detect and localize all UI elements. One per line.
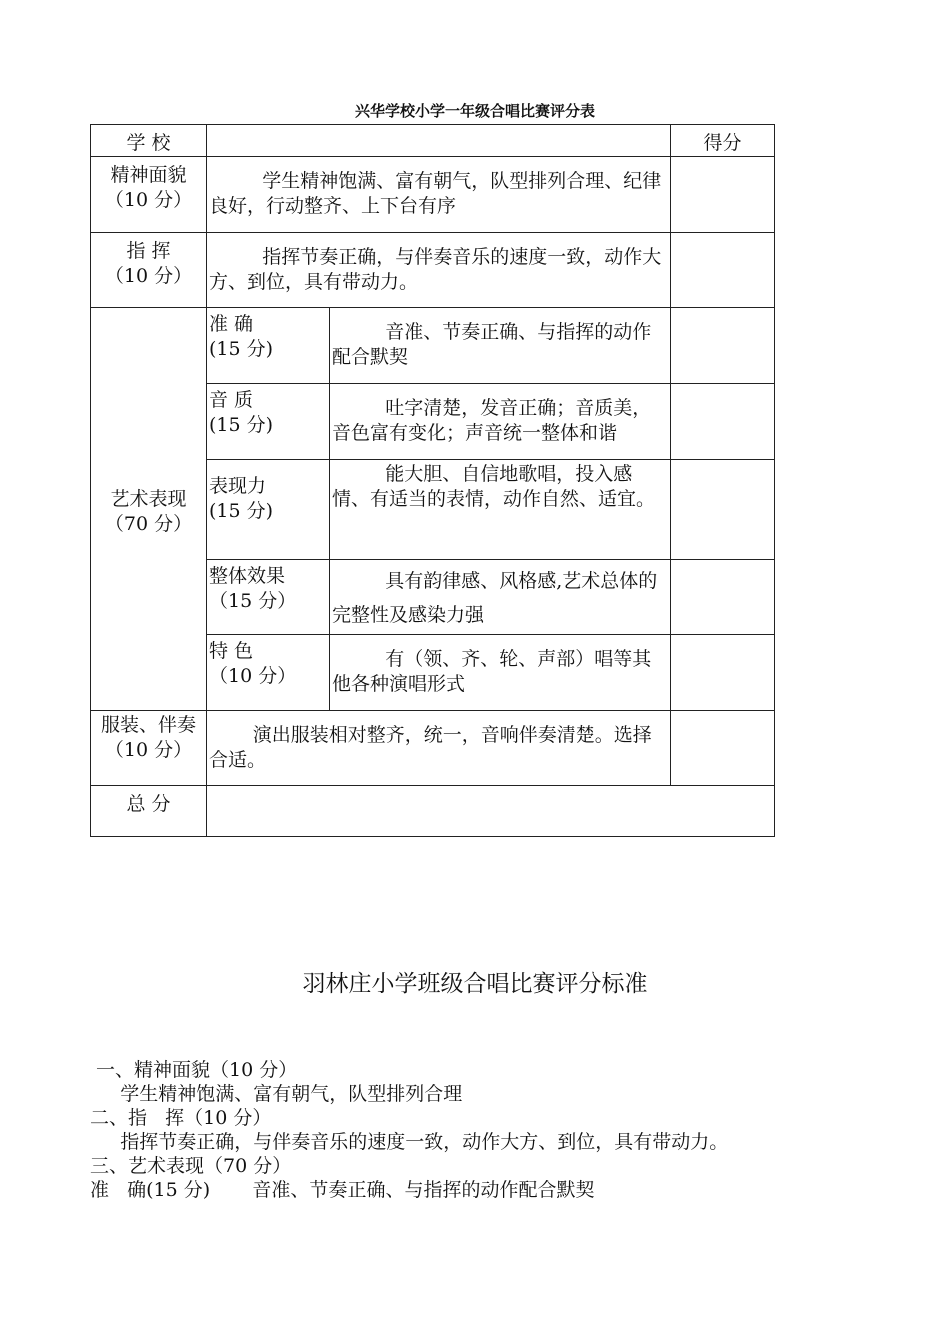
label-points: （70 分） [104, 513, 193, 535]
section2-title: 羽林庄小学班级合唱比赛评分标准 [302, 971, 648, 997]
sub-label-points: (15 分) [209, 414, 274, 436]
score-cell-accuracy[interactable] [671, 308, 775, 384]
sub-label-points: （10 分） [209, 665, 297, 687]
row-label-art [91, 308, 207, 711]
sub-label-points: （15 分） [209, 590, 297, 612]
header-school: 学 校 [91, 125, 207, 157]
score-cell-costume[interactable] [671, 711, 775, 786]
header-score: 得分 [671, 125, 775, 157]
sub-label-text: 表现力 [209, 475, 267, 497]
label-text: 服装、伴奏 [100, 714, 196, 736]
row-label-costume [91, 711, 207, 786]
label-text: 艺术表现 [110, 488, 187, 510]
label-text: 指 挥 [126, 240, 171, 262]
desc-conduct: 指挥节奏正确，与伴奏音乐的速度一致，动作大方、到位，具有带动力。 [207, 233, 671, 308]
list-item: 指挥节奏正确，与伴奏音乐的速度一致，动作大方、到位，具有带动力。 [90, 1131, 729, 1153]
desc-tone: 吐字清楚，发音正确；音质美，音色富有变化；声音统一整体和谐 [330, 384, 671, 460]
row-label-conduct [91, 233, 207, 308]
score-table [90, 124, 775, 837]
desc-feature: 有（领、齐、轮、声部）唱等其他各种演唱形式 [330, 635, 671, 711]
school-name-cell[interactable] [207, 125, 671, 157]
sub-label-points: (15 分) [209, 500, 274, 522]
sub-label-text: 特 色 [209, 640, 254, 662]
score-cell-overall[interactable] [671, 560, 775, 635]
sub-label-overall [207, 560, 330, 635]
sub-label-text: 准 确 [209, 313, 254, 335]
score-cell-tone[interactable] [671, 384, 775, 460]
sub-label-points: (15 分) [209, 338, 274, 360]
list-item: 三、艺术表现（70 分） [90, 1155, 292, 1177]
desc-costume: 演出服装相对整齐，统一，音响伴奏清楚。选择合适。 [207, 711, 671, 786]
label-text: 精神面貌 [110, 164, 187, 186]
sub-label-expression [207, 460, 330, 560]
total-score-cell[interactable] [207, 786, 775, 837]
desc-overall: 具有韵律感、风格感,艺术总体的完整性及感染力强 [330, 560, 671, 635]
standards-list [90, 1058, 910, 1202]
desc-accuracy: 音准、节奏正确、与指挥的动作配合默契 [330, 308, 671, 384]
sub-label-feature [207, 635, 330, 711]
list-item: 二、指 挥（10 分） [90, 1107, 272, 1129]
sub-label-tone [207, 384, 330, 460]
sub-label-accuracy [207, 308, 330, 384]
sub-label-text: 音 质 [209, 389, 254, 411]
label-points: （10 分） [104, 189, 193, 211]
row-label-total: 总 分 [91, 786, 207, 837]
row-label-spirit [91, 157, 207, 233]
label-points: （10 分） [104, 265, 193, 287]
score-cell-conduct[interactable] [671, 233, 775, 308]
score-cell-feature[interactable] [671, 635, 775, 711]
list-item: 一、精神面貌（10 分） [90, 1059, 298, 1081]
score-cell-spirit[interactable] [671, 157, 775, 233]
desc-spirit: 学生精神饱满、富有朝气，队型排列合理、纪律良好，行动整齐、上下台有序 [207, 157, 671, 233]
list-item: 准 确(15 分) 音准、节奏正确、与指挥的动作配合默契 [90, 1179, 595, 1201]
label-points: （10 分） [104, 739, 193, 761]
score-cell-expression[interactable] [671, 460, 775, 560]
list-item: 学生精神饱满、富有朝气，队型排列合理 [90, 1083, 463, 1105]
desc-expression: 能大胆、自信地歌唱，投入感情、有适当的表情，动作自然、适宜。 [330, 460, 671, 560]
sub-label-text: 整体效果 [209, 565, 286, 587]
table-title: 兴华学校小学一年级合唱比赛评分表 [354, 102, 595, 120]
